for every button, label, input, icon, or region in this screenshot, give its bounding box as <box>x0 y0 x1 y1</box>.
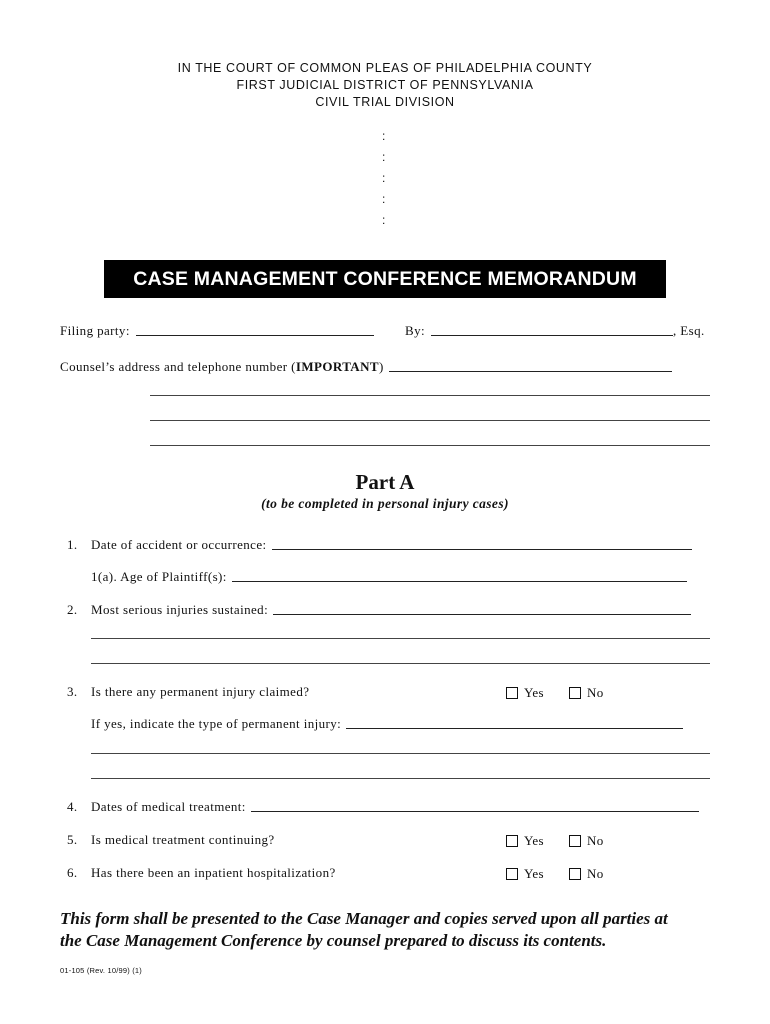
no-label: No <box>587 833 604 848</box>
instruction-note <box>60 908 730 952</box>
esq-label: , Esq. <box>672 323 705 338</box>
counsel-address-line[interactable] <box>150 420 710 421</box>
question-5-label: Is medical treatment continuing? <box>91 832 275 847</box>
q3-yes-option[interactable] <box>506 685 544 701</box>
q6-yes-option[interactable] <box>506 866 544 882</box>
permanent-injury-type-field[interactable] <box>346 728 683 729</box>
question-2-label: Most serious injuries sustained: <box>91 602 269 617</box>
injuries-field[interactable] <box>273 614 691 615</box>
question-number: 1. <box>67 537 78 552</box>
question-1a-label: 1(a). Age of Plaintiff(s): <box>91 569 227 584</box>
counsel-address-line[interactable] <box>150 445 710 446</box>
court-header <box>0 60 770 111</box>
plaintiff-age-field[interactable] <box>232 581 687 582</box>
question-3 <box>67 684 309 700</box>
counsel-address-field[interactable] <box>389 371 672 372</box>
important-label: IMPORTANT <box>295 359 379 374</box>
by-label: By: <box>405 323 425 338</box>
checkbox[interactable] <box>506 835 518 847</box>
checkbox[interactable] <box>569 687 581 699</box>
form-revision-code: 01-105 (Rev. 10/99) (1) <box>60 966 142 975</box>
judicial-district: FIRST JUDICIAL DISTRICT OF PENNSYLVANIA <box>236 78 534 92</box>
yes-label: Yes <box>524 866 544 881</box>
yes-label: Yes <box>524 833 544 848</box>
instruction-line: the Case Management Conference by counsel prepared to discuss its contents. <box>60 931 607 950</box>
instruction-line: This form shall be presented to the Case Manager and copies served upon all parties at <box>60 909 668 928</box>
checkbox[interactable] <box>506 868 518 880</box>
question-6 <box>67 865 336 881</box>
injuries-line[interactable] <box>91 663 710 664</box>
filing-party-label: Filing party: <box>60 323 130 338</box>
accident-date-field[interactable] <box>272 549 692 550</box>
q6-no-option[interactable] <box>569 866 604 882</box>
no-label: No <box>587 866 604 881</box>
question-3-followup <box>91 716 683 732</box>
permanent-injury-line[interactable] <box>91 778 710 779</box>
question-1-label: Date of accident or occurrence: <box>91 537 267 552</box>
question-number: 3. <box>67 684 78 699</box>
checkbox[interactable] <box>569 835 581 847</box>
court-name: IN THE COURT OF COMMON PLEAS OF PHILADELPHIA COUNTY <box>177 61 593 75</box>
caption-separator <box>382 126 390 231</box>
no-label: No <box>587 685 604 700</box>
division-name: CIVIL TRIAL DIVISION <box>315 95 455 109</box>
filing-party-field[interactable] <box>136 335 374 336</box>
counsel-address-row <box>60 359 672 375</box>
medical-treatment-dates-field[interactable] <box>251 811 699 812</box>
caption-colon: : <box>382 171 386 185</box>
counsel-address-label-end: ) <box>378 359 384 374</box>
question-4-label: Dates of medical treatment: <box>91 799 246 814</box>
form-title: CASE MANAGEMENT CONFERENCE MEMORANDUM <box>104 260 666 298</box>
q5-yes-option[interactable] <box>506 833 544 849</box>
q5-no-option[interactable] <box>569 833 604 849</box>
caption-colon: : <box>382 213 386 227</box>
question-3-label: Is there any permanent injury claimed? <box>91 684 310 699</box>
checkbox[interactable] <box>506 687 518 699</box>
attorney-name-field[interactable] <box>431 335 673 336</box>
caption-colon: : <box>382 192 386 206</box>
question-number: 5. <box>67 832 78 847</box>
question-3-followup-label: If yes, indicate the type of permanent injury: <box>91 716 342 731</box>
question-5 <box>67 832 275 848</box>
counsel-address-line[interactable] <box>150 395 710 396</box>
q3-no-option[interactable] <box>569 685 604 701</box>
question-2 <box>67 602 691 618</box>
part-a-title: Part A <box>355 470 415 494</box>
injuries-line[interactable] <box>91 638 710 639</box>
permanent-injury-line[interactable] <box>91 753 710 754</box>
question-1 <box>67 537 692 553</box>
caption-colon: : <box>382 150 386 164</box>
question-1a <box>91 569 687 585</box>
part-a-subtitle: (to be completed in personal injury cases) <box>261 496 509 511</box>
question-6-label: Has there been an inpatient hospitalization? <box>91 865 336 880</box>
filing-party-row <box>60 323 374 339</box>
question-number: 4. <box>67 799 78 814</box>
counsel-address-label-start: Counsel’s address and telephone number ( <box>60 359 296 374</box>
question-4 <box>67 799 699 815</box>
checkbox[interactable] <box>569 868 581 880</box>
by-row <box>405 323 705 339</box>
question-number: 2. <box>67 602 78 617</box>
yes-label: Yes <box>524 685 544 700</box>
question-number: 6. <box>67 865 78 880</box>
caption-colon: : <box>382 129 386 143</box>
